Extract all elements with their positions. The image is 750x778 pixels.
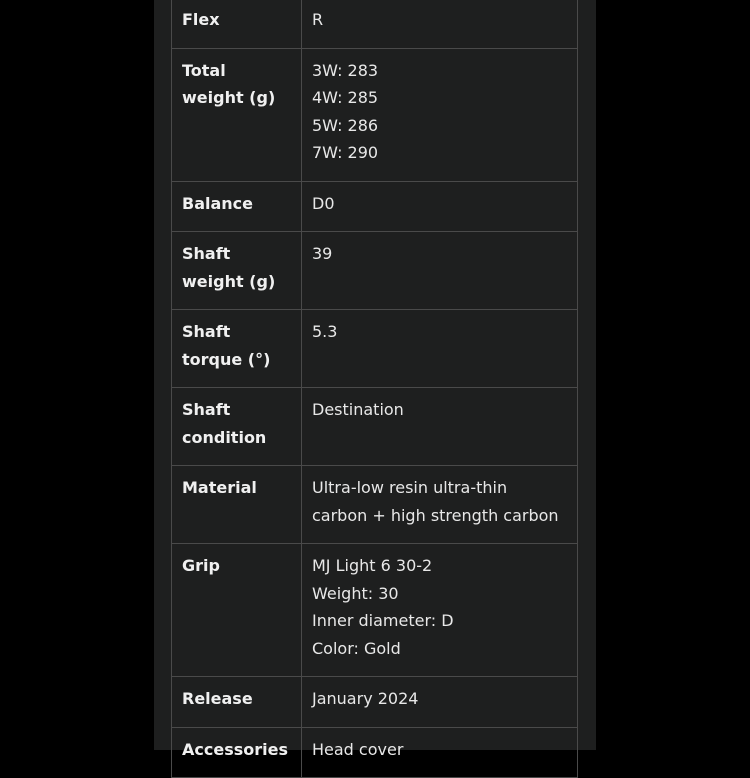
row-label: Shaft condition bbox=[172, 388, 302, 466]
value-line: MJ Light 6 30-2 bbox=[312, 556, 433, 575]
row-label: Shaft torque (°) bbox=[172, 310, 302, 388]
table-row bbox=[172, 677, 578, 728]
row-label: Balance bbox=[172, 181, 302, 232]
row-label: Accessories bbox=[172, 727, 302, 778]
value-line: Inner diameter: D bbox=[312, 611, 454, 630]
value-line: 39 bbox=[312, 244, 333, 263]
row-value bbox=[302, 727, 578, 778]
table-row bbox=[172, 466, 578, 544]
table-row bbox=[172, 232, 578, 310]
value-line: 3W: 283 bbox=[312, 60, 379, 80]
row-value bbox=[302, 181, 578, 232]
table-row bbox=[172, 181, 578, 232]
row-value bbox=[302, 0, 578, 48]
row-value bbox=[302, 677, 578, 728]
value-line: Destination bbox=[312, 400, 404, 419]
row-value bbox=[302, 310, 578, 388]
row-value bbox=[302, 48, 578, 181]
value-line: D0 bbox=[312, 193, 335, 213]
table-row bbox=[172, 544, 578, 677]
row-value bbox=[302, 388, 578, 466]
table-row bbox=[172, 48, 578, 181]
row-value bbox=[302, 544, 578, 677]
table-row bbox=[172, 0, 578, 48]
value-line: R bbox=[312, 10, 324, 29]
row-label: Total weight (g) bbox=[172, 48, 302, 181]
row-label: Shaft weight (g) bbox=[172, 232, 302, 310]
table-row bbox=[172, 727, 578, 778]
row-value bbox=[302, 232, 578, 310]
row-value bbox=[302, 466, 578, 544]
row-label: Material bbox=[172, 466, 302, 544]
value-line: Color: Gold bbox=[312, 638, 401, 658]
value-line: Ultra-low resin ultra-thin carbon + high strength carbon bbox=[312, 478, 559, 525]
row-label: Release bbox=[172, 677, 302, 728]
value-line: 4W: 285 bbox=[312, 88, 379, 107]
value-line: 5.3 bbox=[312, 322, 338, 341]
value-line: 5W: 286 bbox=[312, 115, 379, 135]
value-line: Head cover bbox=[312, 739, 404, 759]
row-label: Grip bbox=[172, 544, 302, 677]
value-line: 7W: 290 bbox=[312, 143, 379, 162]
specifications-table bbox=[171, 0, 578, 778]
value-line: Weight: 30 bbox=[312, 583, 399, 603]
table-row bbox=[172, 388, 578, 466]
row-label: Flex bbox=[172, 0, 302, 48]
table-row bbox=[172, 310, 578, 388]
value-line: January 2024 bbox=[312, 689, 419, 708]
